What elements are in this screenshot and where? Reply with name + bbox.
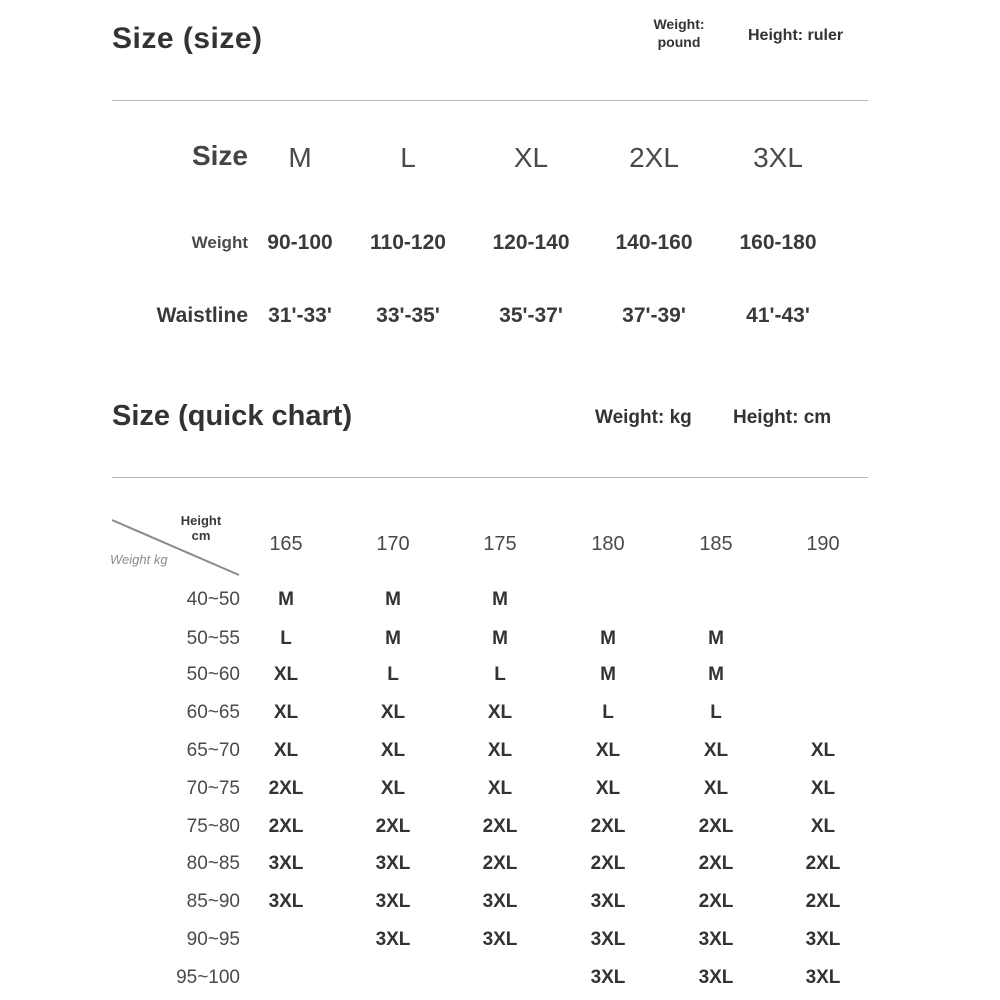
quick-chart-column-header: 165 [269,533,303,555]
quick-chart-column-header: 190 [806,533,840,555]
quick-chart-cell: L [387,664,399,685]
corner-height-line1: Height [180,513,222,528]
quick-chart-cell: XL [487,778,513,799]
quick-chart-row-label: 40~50 [186,589,240,610]
quick-chart-cell: L [710,702,722,723]
quick-chart-cell: 2XL [805,853,841,874]
quick-chart-cell: 2XL [590,816,626,837]
quick-chart-cell: 2XL [268,816,304,837]
quick-chart-row-label: 70~75 [186,778,240,799]
quick-chart-cell: XL [380,702,406,723]
section-1-height-unit: Height: ruler [748,27,844,44]
corner-weight-label: Weight kg [110,552,168,567]
corner-height-label [166,514,236,544]
quick-chart-cell: XL [703,740,729,761]
quick-chart-cell: M [708,664,724,685]
size-table-header-cell: 3XL [753,142,803,173]
quick-chart-cell: XL [273,740,299,761]
quick-chart-cell: 3XL [805,967,841,988]
quick-chart-column-header: 180 [591,533,625,555]
quick-chart-cell: 3XL [268,853,304,874]
quick-chart-cell: 3XL [805,929,841,950]
quick-chart-cell: 3XL [375,929,411,950]
size-table-cell: 37'-39' [622,304,686,327]
quick-chart-cell: 3XL [590,891,626,912]
quick-chart-cell: 2XL [590,853,626,874]
divider-1 [112,100,868,101]
quick-chart-row-label: 75~80 [186,816,240,837]
size-table-header-cell: L [400,142,416,173]
quick-chart-row-label: 65~70 [186,740,240,761]
quick-chart-cell: L [494,664,506,685]
divider-2 [112,477,868,478]
section-2-title: Size (quick chart) [112,400,353,432]
quick-chart-cell: 2XL [698,891,734,912]
quick-chart-row-label: 50~60 [186,664,240,685]
quick-chart-cell: M [600,628,616,649]
quick-chart-cell: 2XL [482,816,518,837]
quick-chart-cell: 2XL [482,853,518,874]
size-table-cell: 35'-37' [499,304,563,327]
quick-chart-cell: XL [595,740,621,761]
quick-chart-cell: 3XL [268,891,304,912]
size-table-cell: 31'-33' [268,304,332,327]
quick-chart-cell: M [278,589,294,610]
size-table-cell: 140-160 [615,231,693,254]
quick-chart-column-header: 175 [483,533,517,555]
quick-chart-row-label: 80~85 [186,853,240,874]
quick-chart-cell: XL [487,740,513,761]
quick-chart-corner-header [108,512,248,584]
quick-chart-cell: M [600,664,616,685]
quick-chart-cell: XL [595,778,621,799]
section-2-height-unit: Height: cm [733,407,832,428]
quick-chart-cell: XL [380,778,406,799]
quick-chart-cell: M [385,589,401,610]
corner-height-line2: cm [191,527,211,543]
quick-chart-row-label: 90~95 [186,929,240,950]
quick-chart-cell: XL [810,778,836,799]
quick-chart-cell: 3XL [375,891,411,912]
quick-chart-row-label: 60~65 [186,702,240,723]
quick-chart-cell: 3XL [482,891,518,912]
quick-chart-cell: M [385,628,401,649]
size-table-header-cell: 2XL [629,142,679,173]
quick-chart-cell: L [602,702,614,723]
size-table-header-cell: M [288,142,312,173]
size-table-row-label: Size [191,140,248,171]
quick-chart-cell: XL [810,740,836,761]
quick-chart-cell: 3XL [482,929,518,950]
quick-chart-cell: XL [273,664,299,685]
quick-chart-cell: L [280,628,292,649]
quick-chart-cell: XL [487,702,513,723]
quick-chart-cell: M [492,589,508,610]
quick-chart-cell: 3XL [375,853,411,874]
quick-chart-cell: 2XL [805,891,841,912]
quick-chart-cell: 3XL [590,967,626,988]
quick-chart-column-header: 170 [376,533,410,555]
size-table-cell: 120-140 [492,231,570,254]
quick-chart-cell: XL [810,816,836,837]
quick-chart-cell: 2XL [375,816,411,837]
quick-chart-cell: 3XL [590,929,626,950]
quick-chart-row-label: 85~90 [186,891,240,912]
size-table-cell: 90-100 [267,231,333,254]
section-1-weight-unit-line2: pound [657,33,701,50]
quick-chart-cell: 2XL [698,816,734,837]
quick-chart-column-header: 185 [699,533,733,555]
size-table-header-cell: XL [513,142,549,173]
quick-chart-row-label: 95~100 [176,967,240,988]
quick-chart-cell: XL [273,702,299,723]
size-table-cell: 41'-43' [746,304,810,327]
quick-chart-cell: XL [703,778,729,799]
quick-chart-cell: 3XL [698,967,734,988]
quick-chart-cell: XL [380,740,406,761]
size-table-cell: 160-180 [739,231,817,254]
section-1-weight-unit [644,16,714,51]
section-1-title: Size (size) [112,22,263,55]
quick-chart-cell: 2XL [698,853,734,874]
size-table-cell: 110-120 [370,231,446,254]
section-2-weight-unit: Weight: kg [595,407,692,428]
size-table-row-label: Weight [191,233,248,252]
quick-chart-cell: 2XL [268,778,304,799]
quick-chart-cell: M [492,628,508,649]
size-table-cell: 33'-35' [376,304,440,327]
quick-chart-cell: 3XL [698,929,734,950]
size-table-row-label: Waistline [156,304,248,327]
quick-chart-cell: M [708,628,724,649]
quick-chart-row-label: 50~55 [186,628,240,649]
section-1-weight-unit-line1: Weight: [653,16,705,32]
